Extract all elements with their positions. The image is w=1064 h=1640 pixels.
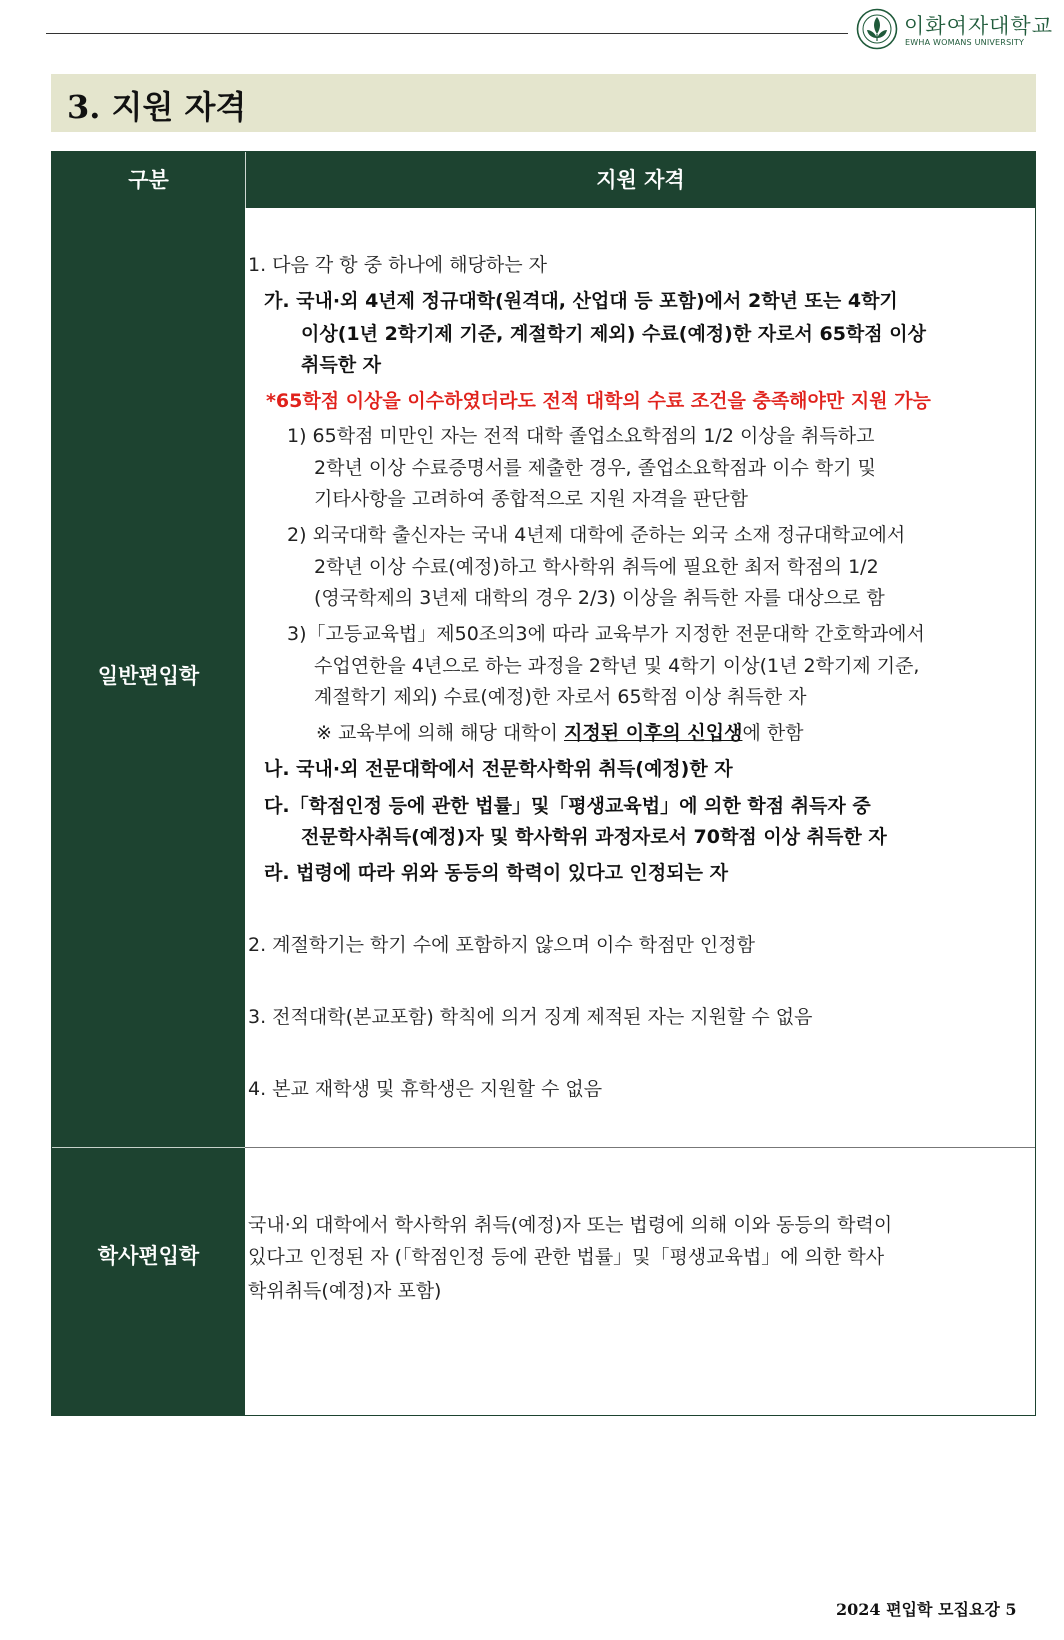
sub-3-line3: 계절학기 제외) 수료(예정)한 자로서 65학점 이상 취득한 자	[314, 686, 807, 708]
university-logo	[856, 8, 1054, 52]
section-title: 3. 지원 자격	[67, 88, 247, 126]
item-2: 2. 계절학기는 학기 수에 포함하지 않으며 이수 학점만 인정함	[248, 934, 755, 956]
sub-1-line3: 기타사항을 고려하여 종합적으로 지원 자격을 판단함	[314, 488, 748, 510]
item-ga-line2: 이상(1년 2학기제 기준, 계절학기 제외) 수료(예정)한 자로서 65학점 이상	[301, 323, 926, 345]
bachelor-line3: 학위취득(예정)자 포함)	[248, 1280, 442, 1302]
sub-1-line2: 2학년 이상 수료증명서를 제출한 경우, 졸업소요학점과 이수 학기 및	[314, 457, 877, 479]
item-da-line1: 다.「학점인정 등에 관한 법률」및「평생교육법」에 의한 학점 취득자 중	[264, 795, 871, 817]
sub-3-line2: 수업연한을 4년으로 하는 과정을 2학년 및 4학기 이상(1년 2학기제 기준,	[314, 655, 920, 677]
header-eligibility: 지원 자격	[596, 168, 685, 192]
item-4: 4. 본교 재학생 및 휴학생은 지원할 수 없음	[248, 1078, 603, 1100]
sub-2-line2: 2학년 이상 수료(예정)하고 학사학위 취득에 필요한 최저 학점의 1/2	[314, 556, 879, 578]
label-general-transfer: 일반편입학	[97, 664, 200, 688]
row-divider-left	[52, 1147, 245, 1148]
item-na: 나. 국내·외 전문대학에서 전문학사학위 취득(예정)한 자	[264, 758, 733, 780]
header-category: 구분	[128, 168, 169, 192]
item-ga-line3: 취득한 자	[301, 354, 382, 376]
item-ra: 라. 법령에 따라 위와 동등의 학력이 있다고 인정되는 자	[264, 862, 728, 884]
sub-3-note-emphasis: 지정된 이후의 신입생	[564, 722, 743, 744]
note-credit-condition: *65학점 이상을 이수하였더라도 전적 대학의 수료 조건을 충족해야만 지원 가능	[266, 390, 931, 412]
item-ga-line1: 가. 국내·외 4년제 정규대학(원격대, 산업대 등 포함)에서 2학년 또는 4학기	[264, 290, 898, 312]
sub-3-line1: 3)「고등교육법」제50조의3에 따라 교육부가 지정한 전문대학 간호학과에서	[287, 623, 925, 645]
category-column	[52, 208, 245, 1415]
table-header-row	[52, 152, 1035, 208]
item-da-line2: 전문학사취득(예정)자 및 학사학위 과정자로서 70학점 이상 취득한 자	[301, 826, 887, 848]
sub-2-line3: (영국학제의 3년제 대학의 경우 2/3) 이상을 취득한 자를 대상으로 함	[314, 587, 885, 609]
page-footer: 2024 편입학 모집요강 5	[836, 1600, 1017, 1619]
sub-2-line1: 2) 외국대학 출신자는 국내 4년제 대학에 준하는 외국 소재 정규대학교에서	[287, 524, 906, 546]
university-name-en: EWHA WOMANS UNIVERSITY	[905, 38, 1025, 47]
ewha-seal-icon	[856, 8, 898, 50]
bachelor-line2: 있다고 인정된 자 (「학점인정 등에 관한 법률」및「평생교육법」에 의한 학사	[248, 1246, 885, 1268]
item-3: 3. 전적대학(본교포함) 학칙에 의거 징계 제적된 자는 지원할 수 없음	[248, 1006, 813, 1028]
section-header	[51, 74, 1036, 132]
header-rule	[46, 33, 848, 34]
sub-1-line1: 1) 65학점 미만인 자는 전적 대학 졸업소요학점의 1/2 이상을 취득하고	[287, 425, 875, 447]
university-name: 이화여자대학교	[904, 14, 1054, 38]
sub-3-note-prefix: ※ 교육부에 의해 해당 대학이	[316, 722, 565, 744]
label-bachelor-transfer: 학사편입학	[97, 1244, 200, 1268]
sub-3-note-suffix: 에 한함	[742, 722, 804, 744]
eligibility-table	[51, 151, 1036, 1416]
bachelor-line1: 국내·외 대학에서 학사학위 취득(예정)자 또는 법령에 의해 이와 동등의 학력이	[248, 1214, 893, 1236]
item-1: 1. 다음 각 항 중 하나에 해당하는 자	[248, 254, 548, 276]
sub-3-note	[316, 721, 804, 745]
